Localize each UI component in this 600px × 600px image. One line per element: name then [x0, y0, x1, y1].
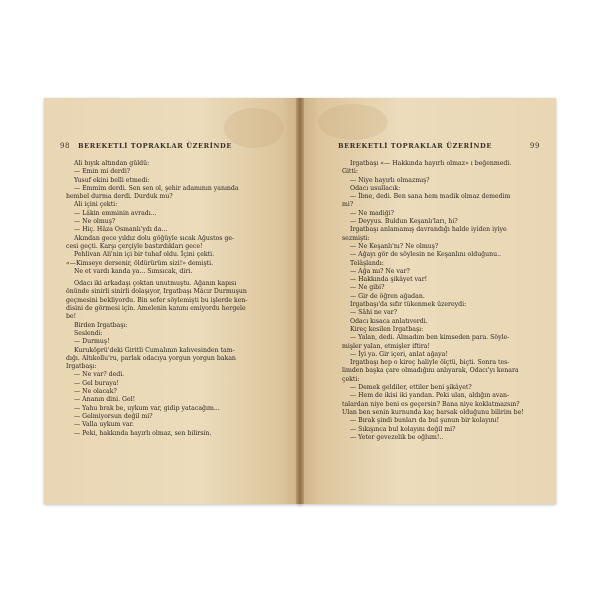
text-line: disini de görmesi için. Amelenin kanını emiyordu hergele — [66, 305, 246, 313]
text-line: — Gelmiyorsun değil mi? — [74, 412, 153, 420]
text-line: Irgatbaşı: — [66, 363, 97, 371]
text-line: Odacı kısaca anlatıverdi. — [350, 317, 428, 325]
right-running-head: BEREKETLİ TOPRAKLAR ÜZERİNDE — [338, 142, 492, 150]
text-line: sezmişti: — [342, 234, 370, 242]
text-line: — Ne olacak? — [74, 388, 117, 396]
text-line: limden başka çare olmadığını anlıyarak, Odacı'yı kenara — [342, 367, 519, 375]
text-line: — Ne Keşanlı'nı? Ne olmuş? — [350, 242, 439, 250]
left-page — [44, 98, 302, 504]
text-line: — Gel buraya! — [74, 379, 119, 387]
text-line: çekti: — [342, 375, 360, 383]
text-line: — Ne olmuş? — [74, 218, 116, 226]
text-line: — Ne var? dedi. — [74, 371, 125, 379]
text-line: talardan niye beni es geçersin? Bana niye koklatmazsın? — [342, 400, 520, 408]
text-line: Irgatbaşı hep o kireç haliyle ölçtü, biçti. Sonra tes- — [350, 359, 510, 367]
text-line: cesi geçti. Karşı çerçiyle bastırdıkları gece! — [66, 242, 203, 250]
text-line: geçmesini bekliyordu. Bin sefer söylemişti bu işlerde ken- — [66, 296, 248, 304]
text-line: Kuruköprü'deki Giritli Cumalının kahvesinden tam- — [74, 346, 235, 354]
text-line: — Sıkışınca bul kolayını değil mi? — [350, 425, 456, 433]
text-line: be! — [66, 313, 77, 321]
text-line: Birden Irgatbaşı: — [74, 321, 128, 329]
text-line: — İyi ya. Gir içeri, anlat ağaya! — [350, 350, 448, 358]
text-line: — Durmuş! — [74, 338, 110, 346]
right-page-number: 99 — [529, 142, 540, 150]
text-line: Kireç kesilen Irgatbaşı: — [350, 325, 424, 333]
text-line: — Sâhi ne var? — [350, 309, 398, 317]
text-line: — Yahu brak be, uykum var, gidip yatacağım... — [74, 404, 220, 412]
text-line: «—Kimseye dersenir, öldürürüm sizi!» demişti. — [66, 259, 214, 267]
text-line: — Hem de ikisi iki yandan. Peki ulan, aldığın avan- — [350, 392, 510, 400]
book-gutter — [296, 98, 304, 504]
text-line: — Ağa mı? Ne var? — [350, 267, 410, 275]
text-line: mi? — [342, 201, 354, 209]
text-line: — Ananın dini. Gel! — [74, 396, 136, 404]
paper-stain — [318, 104, 388, 140]
text-line: — Yalan, dedi. Almadım ben kimseden para. Söyle- — [350, 334, 510, 342]
text-line: mişler yalan, etmişler iftira! — [342, 342, 430, 350]
text-line: — Ne gibi? — [350, 284, 385, 292]
text-line: — Yeter gevezelik be oğlum!.. — [350, 433, 444, 441]
text-line: Akından gece yıldız dolu göğüyle sıcak Ağustos ge- — [74, 234, 235, 242]
text-line: Gitti: — [342, 168, 358, 176]
text-line: önünde sinirli sinirli dolaşıyor, Irgatbaşı Mâcır Durmuşun — [66, 288, 247, 296]
text-line: Irgatbaşı «— Hakkında hayırlı olmaz» ı beğenmedi. — [350, 160, 512, 167]
text-line: Ali içini çekti: — [74, 201, 118, 209]
right-page-text — [342, 160, 524, 442]
text-line: Irgatbaşı'da sıfır tükenmek üzereydi: — [350, 301, 467, 309]
text-line: — Ne madiği? — [350, 209, 394, 217]
left-running-head: BEREKETLİ TOPRAKLAR ÜZERİNDE — [78, 142, 232, 150]
text-line: — Hakkında şikâyet var! — [350, 276, 428, 284]
text-line: — Ağayı gör de söylesin ne Keşanlını olduğunu.. — [350, 251, 502, 259]
text-line: — Valla uykum var. — [74, 421, 134, 429]
text-line: — Emmim derdi. Sen sen ol, şehir adamının yanında — [74, 184, 239, 192]
text-line: Pehlivan Ali'nin içi bir tuhaf oldu. İçini çekti. — [74, 251, 215, 259]
left-page-number: 98 — [60, 142, 71, 150]
text-line: — İbne, dedi. Ben sana hem madik olmaz demedim — [350, 193, 511, 201]
right-page — [298, 98, 556, 504]
text-line: — Niye hayırlı olmazmış? — [350, 176, 430, 184]
text-line: Irgatbaşı anlamamış davrandığı halde iyiden iyiye — [350, 226, 507, 234]
text-line: — Bırak şindi bunları da bul şunun bir kolayını! — [350, 417, 500, 425]
text-line: — Deyyus. Buldun Keşanlı'ları, hi? — [350, 218, 458, 226]
text-line: Ulan ben senin kurnunda kaç barsak olduğunu bilirim be! — [342, 408, 524, 416]
text-line: — Hiç. Hâza Osmanlı'ydı da... — [74, 226, 168, 234]
text-line: Odacı iki arkadaşı çoktan unutmuştu. Ağanın kapısı — [74, 280, 237, 288]
left-page-header — [60, 142, 278, 152]
text-line: — Gir de öğren ağadan. — [350, 292, 425, 300]
text-line: Yusuf ekini belli etmedi: — [74, 176, 150, 184]
text-line: — Emin mi derdi? — [74, 168, 131, 176]
right-page-header — [338, 142, 540, 152]
text-line: — Lâkin emminin avradı... — [74, 209, 157, 217]
text-line: Odacı usullacık: — [350, 184, 401, 192]
text-line: Telâşlandı: — [350, 259, 384, 267]
text-line: hembel durma derdi. Durduk mu? — [66, 193, 173, 201]
text-line: Ali bıyık altından güldü: — [74, 160, 150, 167]
text-line: — Demek geldiler, ettiler beni şikâyet? — [350, 384, 472, 392]
text-line: Seslendi: — [74, 329, 103, 337]
open-book — [44, 98, 556, 504]
text-line: Ne et vardı kanda ya... Sımsıcak, diri. — [74, 267, 193, 275]
text-line: dığı. Altıkollu'ru, parlak odacıya yorgun yorgun bakan — [66, 354, 236, 362]
left-page-text — [66, 160, 248, 438]
text-line: — Peki, hakkında hayırlı olmaz, sen bilirsin. — [74, 429, 212, 437]
